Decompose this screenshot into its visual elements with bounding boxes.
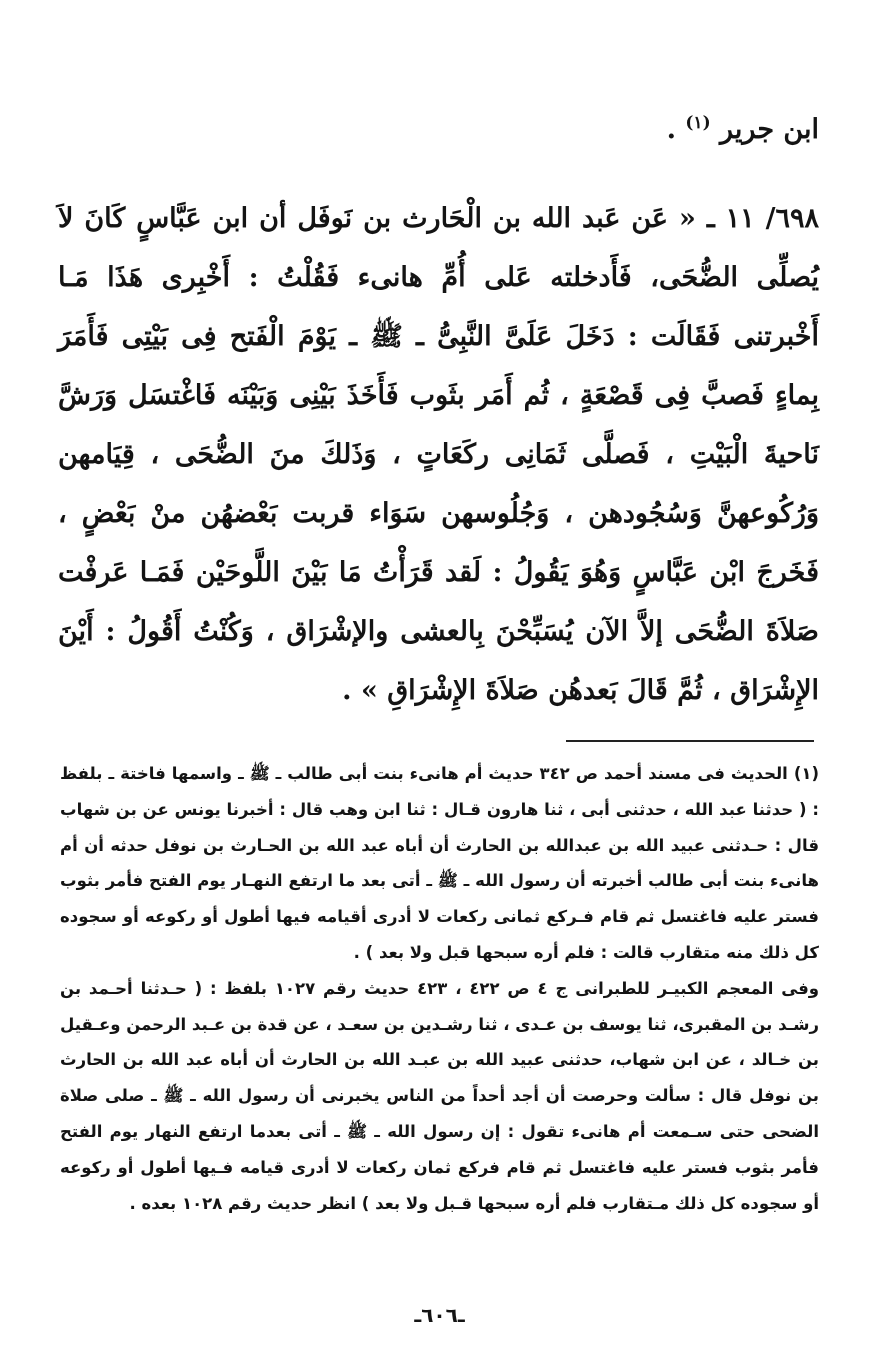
footnote-1: (١) الحديث فى مسند أحمد ص ٣٤٢ حديث أم هانىء بنت أبى طالب ـ ﷺ ـ واسمها فاختة ـ بلفظ : ( حدثنا عبد الله ، حدثنى أبى ، ثنا هارون قـال : ثنا ابن وهب قال : أخبرنا يونس عن بن شهاب قال : حـدثنى عبيد الله بن عبدالله بن الحارث أن أباه عبد الله بن الحـارث بن نوفل حدثه أن أم هانىء بنت أبى طالب أخبرته أن رسول الله ـ ﷺ ـ أتى بعد ما ارتفع النهـار يوم الفتح فأمر بثوب فستر عليه فاغتسل ثم قام فـركع ثمانى ركعات لا أدرى أقيامه فيها أطول أو ركوعه أو سجوده كل ذلك منه متقارب قالت : فلم أره سبحها قبل ولا بعد ) . [60, 764, 819, 962]
hadith-number: ٦٩٨/ ١١ ـ [706, 203, 820, 234]
page-number: ـ٦٠٦ـ [414, 1303, 465, 1327]
footnotes [60, 756, 819, 1221]
intro-end: . [666, 114, 686, 145]
intro-line [58, 100, 819, 159]
hadith-paragraph [58, 189, 819, 720]
footnote-2: وفى المعجم الكبيـر للطبرانى ج ٤ ص ٤٢٢ ، ٤٢٣ حديث رقم ١٠٢٧ بلفظ : ( حـدثنا أحـمد بن رشـد بن المقبرى، ثنا يوسف بن عـدى ، ثنا رشـدين بن سعـد ، عن قدة بن عـبد الرحمن وعـقيل بن خـالد ، عن ابن شهاب، حدثنى عبيد الله بن عبـد الله بن الحارث أن أباه عبد الله بن الحارث بن نوفل قال : سألت وحرصت أن أجد أحداً من الناس يخبرنى أن رسول الله ـ ﷺ ـ صلى صلاة الضحى حتى سـمعت أم هانىء تقول : إن رسول الله ـ ﷺ ـ أتى بعدما ارتفع النهار يوم الفتح فأمر بثوب فستر عليه فاغتسل ثم قام فركع ثمان ركعات لا أدرى قيامه فـيها أطول أو ركوعه أو سجوده كل ذلك مـتقارب فلم أره سبحها قـبل ولا بعد ) انظر حديث رقم ١٠٢٨ بعده . [60, 978, 820, 1213]
footnote-reference[interactable]: (١) [685, 113, 711, 133]
hadith-text: « عَن عَبد الله بن الْحَارث بن نَوفَل أن ابن عَبَّاسٍ كَانَ لاَ يُصلِّى الضُّحَى، فَأَدخلته عَلى أُمِّ هانىء فَقُلْتُ : أَخْبِرى هَذَا مَـا أَخْبرتنى فَقَالَت : دَخَلَ عَلَىَّ النَّبِىُّ ـ ﷺ ـ يَوْمَ الْفَتح فِى بَيْتِى فَأَمَرَ بِماءٍ فَصبَّ فِى قَصْعَةٍ ، ثُم أَمَر بثَوب فَأَخَذَ بَيْنِى وَبَيْنَه فَاغْتسَل وَرَشَّ نَاحيةَ الْبَيْتِ ، فَصلَّى ثَمَانِى ركَعَاتٍ ، وَذَلكَ منَ الضُّحَى ، قِيَامهن وَرُكُوعهنَّ وَسُجُودهن ، وَجُلُوسهن سَوَاء قربت بَعْضهُن منْ بَعْضٍ ، فَخَرجَ ابْن عَبَّاسٍ وَهُوَ يَقُولُ : لَقد قَرَأْتُ مَا بَيْنَ اللَّوحَيْن فَمَـا عَرفْت صَلاَةَ الضُّحَى إلاَّ الآن يُسَبِّحْنَ بِالعشى والإشْرَاق ، وَكُنْتُ أَقُولُ : أَيْنَ الإِشْرَاق ، ثُمَّ قَالَ بَعدهُن صَلاَةَ الإِشْرَاقِ » . [58, 203, 819, 706]
main-text [58, 100, 819, 720]
footnote-divider [566, 740, 814, 742]
intro-text: ابن جرير [720, 114, 819, 145]
